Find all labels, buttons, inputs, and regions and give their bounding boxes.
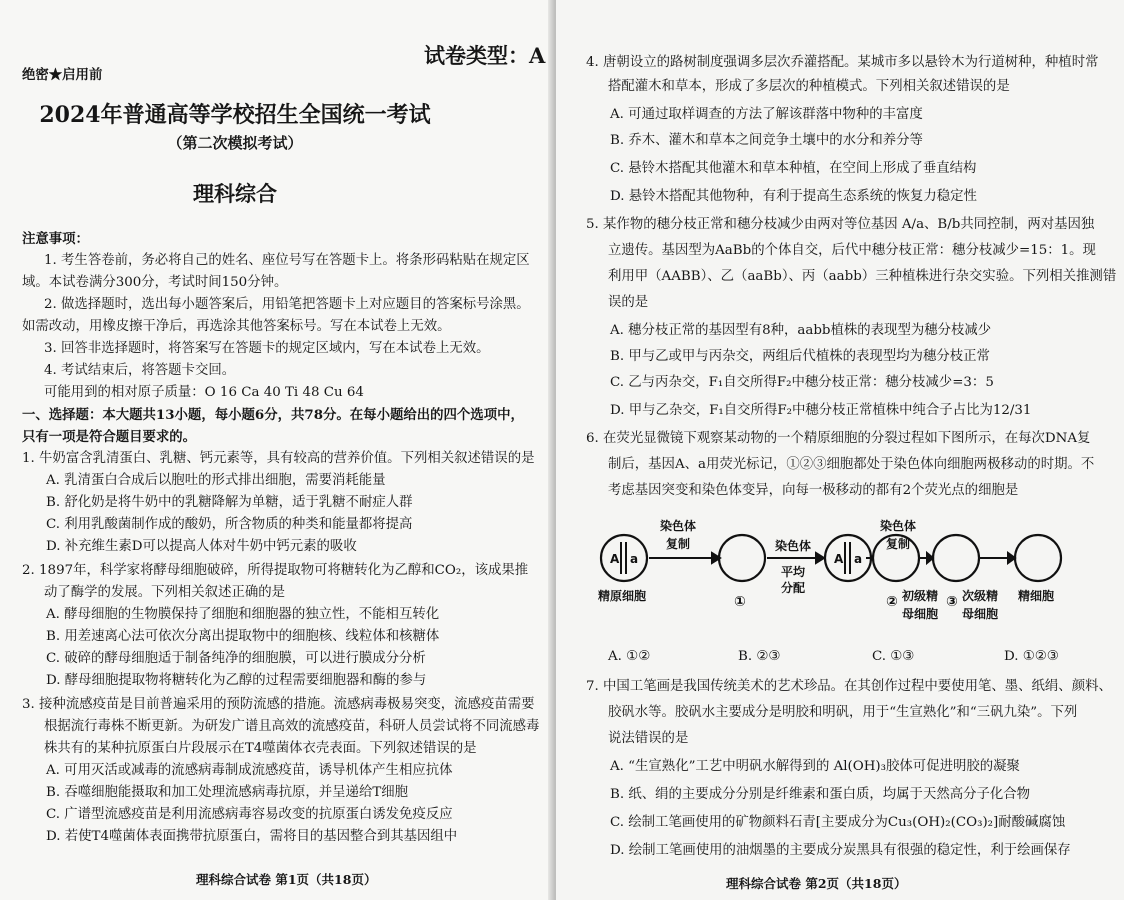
question-3-stem: 3. 接种流感疫苗是目前普遍采用的预防流感的措施。流感病毒极易突变，流感疫苗需要 <box>22 697 535 712</box>
question-7-stem: 7. 中国工笔画是我国传统美术的艺术珍品。在其创作过程中要使用笔、墨、纸绢、颜料、 <box>586 679 1112 694</box>
notice-line: 4. 考试结束后，将答题卡交回。 <box>44 363 236 378</box>
question-5-stem: 利用甲（AABB）、乙（aaBb）、丙（aabb）三种植株进行杂交实验。下列相关推测错 <box>608 269 1117 284</box>
confidential-mark: 绝密★启用前 <box>22 67 103 83</box>
question-7-option: D. 绘制工笔画使用的油烟墨的主要成分炭黑具有很强的稳定性，利于绘画保存 <box>610 843 1071 858</box>
question-7-stem: 说法错误的是 <box>608 731 689 746</box>
question-2-option: C. 破碎的酵母细胞适于制备纯净的细胞膜，可以进行膜成分分析 <box>46 651 426 666</box>
question-7-stem: 胶矾水等。胶矾水主要成分是明胶和明矾，用于“生宣熟化”和“三矾九染”。下列 <box>608 705 1078 720</box>
gene-A-label: A <box>610 552 620 566</box>
meiosis-diagram <box>590 516 1090 636</box>
question-4-option: D. 悬铃木搭配其他物种，有利于提高生态系统的恢复力稳定性 <box>610 189 977 204</box>
division-label: 分配 <box>781 581 806 595</box>
left-page <box>0 0 556 900</box>
question-5-option: D. 甲与乙杂交，F₁自交所得F₂中穗分枝正常植株中纯合子占比为12/31 <box>610 403 1032 418</box>
question-4-stem: 搭配灌木和草本，形成了多层次的种植模式。下列相关叙述错误的是 <box>608 79 1010 94</box>
question-6-stem: 考虑基因突变和染色体变异，向每一极移动的都有2个荧光点的细胞是 <box>608 483 1019 498</box>
primary-spermatocyte-label: 初级精 <box>902 589 939 603</box>
question-3-option: A. 可用灭活或减毒的流感病毒制成流感疫苗，诱导机体产生相应抗体 <box>46 763 453 778</box>
page-footer: 理科综合试卷 第1页（共18页） <box>196 872 377 887</box>
notice-line: 如需改动，用橡皮擦干净后，再选涂其他答案标号。写在本试卷上无效。 <box>22 319 451 334</box>
question-6-choice: D. ①②③ <box>1004 649 1059 664</box>
arrow-head <box>816 553 824 563</box>
question-7-option: B. 纸、绢的主要成分分别是纤维素和蛋白质，均属于天然高分子化合物 <box>610 787 1031 802</box>
atomic-mass-line: 可能用到的相对原子质量：O 16 Ca 40 Ti 48 Cu 64 <box>44 385 364 400</box>
question-1-stem: 1. 牛奶富含乳清蛋白、乳糖、钙元素等，具有较高的营养价值。下列相关叙述错误的是 <box>22 451 535 466</box>
question-2-stem: 2. 1897年，科学家将酵母细胞破碎，所得提取物可将糖转化为乙醇和CO₂，该成果推 <box>22 563 529 578</box>
question-5-option: C. 乙与丙杂交，F₁自交所得F₂中穗分枝正常：穗分枝减少=3：5 <box>610 375 994 390</box>
question-6-choice: B. ②③ <box>738 649 781 664</box>
right-page <box>424 0 1124 900</box>
question-5-stem: 5. 某作物的穗分枝正常和穗分枝减少由两对等位基因 A/a、B/b共同控制，两对基因独 <box>586 217 1095 232</box>
cell-after-second-replication <box>825 535 871 581</box>
question-6-stem: 制后，基因A、a用荧光标记，①②③细胞都处于染色体向细胞两极移动的时期。不 <box>608 457 1095 472</box>
cell-3-label: ③ <box>946 594 958 610</box>
primary-spermatocyte-label: 母细胞 <box>902 607 939 621</box>
replication-label: 复制 <box>666 537 691 551</box>
question-2-stem: 动了酶学的发展。下列相关叙述正确的是 <box>44 585 286 600</box>
question-1-option: D. 补充维生素D可以提高人体对牛奶中钙元素的吸收 <box>46 539 357 554</box>
cell-1-label: ① <box>734 594 746 610</box>
arrow-head <box>927 553 933 563</box>
question-5-option: B. 甲与乙或甲与丙杂交，两组后代植株的表现型均为穗分枝正常 <box>610 349 990 364</box>
spermatogonium-cell <box>601 535 647 581</box>
section-heading: 只有一项是符合题目要求的。 <box>22 429 197 445</box>
cell-2-label: ② <box>886 594 898 610</box>
gene-a-label: a <box>854 552 863 566</box>
spermatogonium-label: 精原细胞 <box>598 589 647 603</box>
notice-line: 1. 考生答卷前，务必将自己的姓名、座位号写在答题卡上。将条形码粘贴在规定区 <box>44 253 530 268</box>
page-footer: 理科综合试卷 第2页（共18页） <box>726 876 907 891</box>
sperm-label: 精细胞 <box>1018 589 1055 603</box>
arrow-head <box>1008 553 1015 563</box>
question-6-stem: 6. 在荧光显微镜下观察某动物的一个精原细胞的分裂过程如下图所示，在每次DNA复 <box>586 431 1091 446</box>
secondary-spermatocyte-label: 母细胞 <box>962 607 999 621</box>
secondary-spermatocyte-cell <box>933 535 979 581</box>
question-5-option: A. 穗分枝正常的基因型有8种，aabb植株的表现型为穗分枝减少 <box>610 323 992 338</box>
section-heading: 一、选择题：本大题共13小题，每小题6分，共78分。在每小题给出的四个选项中， <box>22 407 524 423</box>
subject-title: 理科综合 <box>193 181 277 206</box>
sperm-cell <box>1015 535 1061 581</box>
notice-line: 2. 做选择题时，选出每小题答案后，用铅笔把答题卡上对应题目的答案标号涂黑。 <box>44 297 530 312</box>
question-3-option: D. 若使T4噬菌体表面携带抗原蛋白，需将目的基因整合到其基因组中 <box>46 829 458 844</box>
secondary-spermatocyte-label: 次级精 <box>962 589 999 603</box>
question-5-stem: 误的是 <box>608 295 649 310</box>
question-3-stem: 株共有的某种抗原蛋白片段展示在T4噬菌体衣壳表面。下列叙述错误的是 <box>44 741 477 756</box>
question-7-option: C. 绘制工笔画使用的矿物颜料石青[主要成分为Cu₃(OH)₂(CO₃)₂]耐酸碱腐蚀 <box>610 815 1066 830</box>
paper-type-label: 试卷类型：A <box>424 43 546 68</box>
replication-label: 染色体 <box>880 519 917 533</box>
gene-A-label: A <box>834 552 844 566</box>
question-6-choice: A. ①② <box>608 649 651 664</box>
question-2-option: B. 用差速离心法可依次分离出提取物中的细胞核、线粒体和核糖体 <box>46 629 440 644</box>
division-label: 染色体 <box>775 539 812 553</box>
question-1-option: C. 利用乳酸菌制作成的酸奶，所含物质的种类和能量都将提高 <box>46 517 413 532</box>
gene-a-label: a <box>630 552 639 566</box>
notice-line: 域。本试卷满分300分，考试时间150分钟。 <box>22 275 288 290</box>
question-2-option: A. 酵母细胞的生物膜保持了细胞和细胞器的独立性，不能相互转化 <box>46 607 440 622</box>
question-3-option: C. 广谱型流感疫苗是利用流感病毒容易改变的抗原蛋白诱发免疫反应 <box>46 807 453 822</box>
question-4-stem: 4. 唐朝设立的路树制度强调多层次乔灌搭配。某城市多以悬铃木为行道树种，种植时常 <box>586 55 1099 70</box>
question-7-option: A. “生宣熟化”工艺中明矾水解得到的 Al(OH)₃胶体可促进明胶的凝聚 <box>610 759 1020 774</box>
question-4-option: C. 悬铃木搭配其他灌木和草本种植，在空间上形成了垂直结构 <box>610 161 977 176</box>
question-2-option: D. 酵母细胞提取物将糖转化为乙醇的过程需要细胞器和酶的参与 <box>46 673 427 688</box>
question-4-option: B. 乔木、灌木和草本之间竞争土壤中的水分和养分等 <box>610 133 923 148</box>
question-1-option: A. 乳清蛋白合成后以胞吐的形式排出细胞，需要消耗能量 <box>46 473 386 488</box>
exam-subtitle: （第二次模拟考试） <box>167 134 303 152</box>
question-4-option: A. 可通过取样调查的方法了解该群落中物种的丰富度 <box>610 107 923 122</box>
question-5-stem: 立遗传。基因型为AaBb的个体自交，后代中穗分枝正常：穗分枝减少=15：1。现 <box>608 243 1096 258</box>
division-label: 平均 <box>781 565 806 579</box>
question-1-option: B. 舒化奶是将牛奶中的乳糖降解为单糖，适于乳糖不耐症人群 <box>46 495 413 510</box>
question-6-choice: C. ①③ <box>872 649 915 664</box>
replication-label: 染色体 <box>660 519 697 533</box>
notice-line: 3. 回答非选择题时，将答案写在答题卡的规定区域内，写在本试卷上无效。 <box>44 341 490 356</box>
cell-1 <box>719 535 765 581</box>
replication-label: 复制 <box>886 537 911 551</box>
question-3-stem: 根据流行毒株不断更新。为研发广谱且高效的流感疫苗，科研人员尝试将不同流感毒 <box>44 719 540 734</box>
exam-title: 2024年普通高等学校招生全国统一考试 <box>39 102 431 128</box>
question-3-option: B. 吞噬细胞能摄取和加工处理流感病毒抗原，并呈递给T细胞 <box>46 785 409 800</box>
notice-title: 注意事项： <box>22 231 89 247</box>
